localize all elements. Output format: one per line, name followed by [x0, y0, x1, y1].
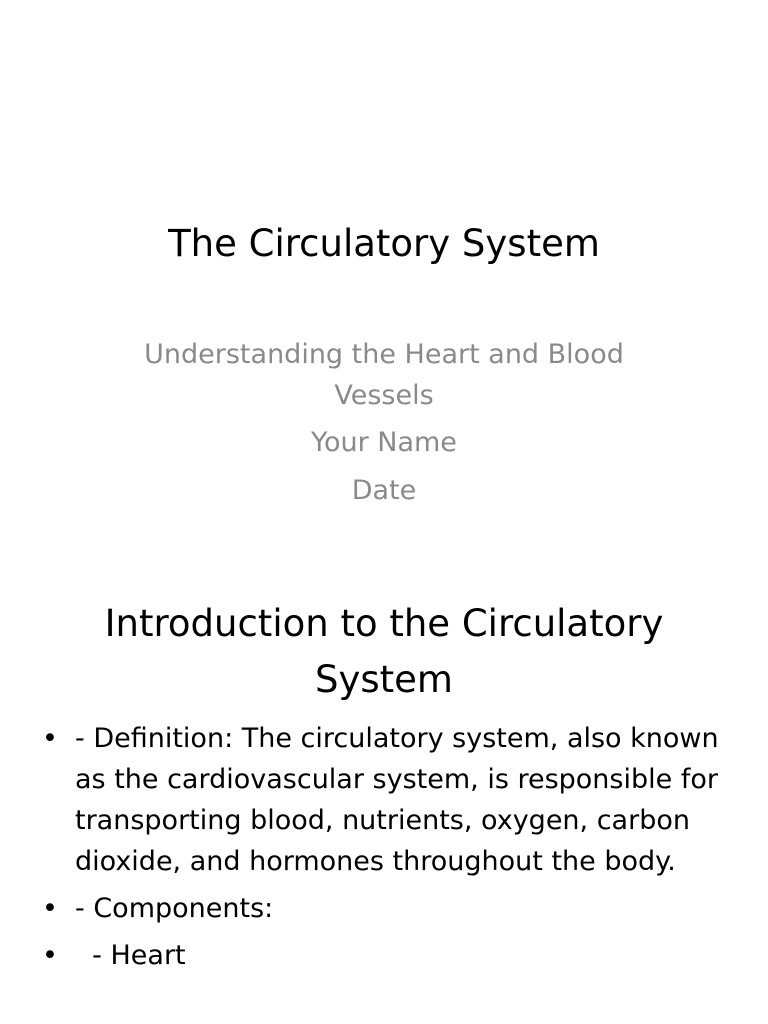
introduction-slide — [0, 576, 768, 1024]
slide-title-line2: System — [315, 658, 453, 701]
bullet-text: - Components: — [75, 893, 274, 924]
bullet-list — [40, 718, 730, 982]
slide-subtitle — [115, 334, 653, 512]
bullet-item-components — [40, 888, 730, 929]
subtitle-heading — [115, 334, 653, 416]
bullet-item-definition — [40, 718, 730, 882]
bullet-item-heart — [40, 935, 730, 976]
bullet-icon: • — [42, 940, 58, 971]
presentation-date: Date — [351, 475, 417, 506]
slide-title-line1: Introduction to the Circulatory — [104, 602, 664, 645]
bullet-icon: • — [42, 893, 58, 924]
bullet-text: - Heart — [75, 940, 186, 971]
author-name: Your Name — [311, 427, 457, 458]
subtitle-heading-part1: Understanding the Heart and Blood — [144, 339, 624, 370]
bullet-text: - Definition: The circulatory system, also known as the cardiovascular system, is responsible for transporting blood, nutrients, oxygen, carbon dioxide, and hormones throughout the body. — [75, 723, 719, 877]
bullet-icon: • — [42, 723, 58, 754]
subtitle-heading-part2: Vessels — [334, 380, 434, 411]
slide-title: The Circulatory System — [168, 222, 600, 265]
slide-title — [60, 596, 708, 708]
